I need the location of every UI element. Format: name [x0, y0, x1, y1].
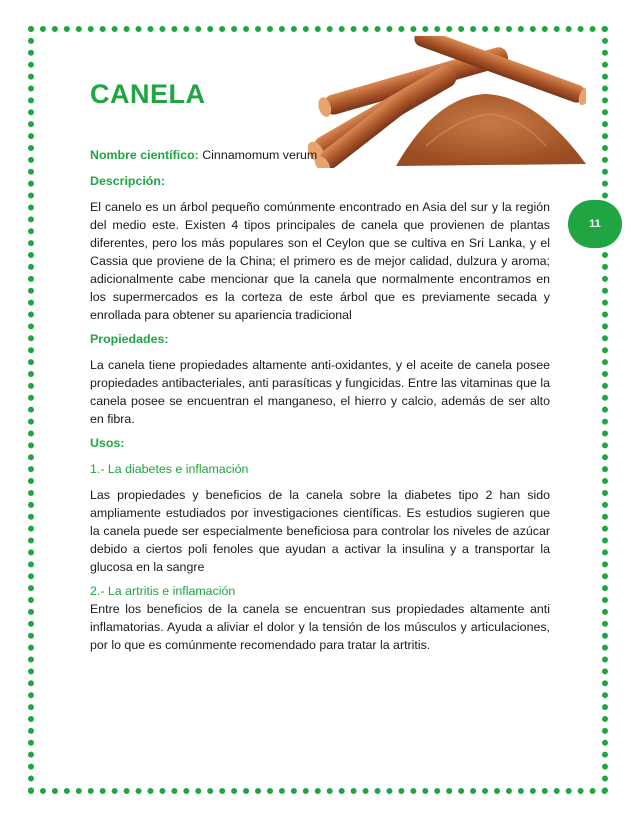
use1-title: 1.- La diabetes e inflamación — [90, 462, 249, 476]
article-content — [90, 78, 550, 660]
use2-text: Entre los beneficios de la canela se encuentran sus propiedades altamente anti inflamatorias. Ayuda a aliviar el dolor y la tensión de los músculos y articulaciones, por lo que es comúnmente recomendado para tratar la artritis. — [90, 602, 550, 652]
uses-heading: Usos: — [90, 436, 125, 450]
scientific-name-label: Nombre científico: — [90, 148, 199, 162]
scientific-name-value: Cinnamomum verum — [202, 148, 318, 162]
use1-text: Las propiedades y beneficios de la canela sobre la diabetes tipo 2 han sido ampliamente estudiados por investigaciones científicas. Es estudios sugieren que la canela puede ser especialmente beneficiosa para controlar los niveles de azúcar debido a ciertos poli fenoles que ayudan a activar la insulina y a transportar la glucosa en la sangre — [90, 488, 550, 574]
scientific-name-line — [90, 146, 550, 164]
page-number-badge: 11 — [568, 200, 622, 248]
properties-heading: Propiedades: — [90, 332, 169, 346]
use2-title: 2.- La artritis e inflamación — [90, 584, 236, 598]
properties-text: La canela tiene propiedades altamente anti-oxidantes, y el aceite de canela posee propiedades antibacteriales, anti parasíticas y fungicidas. Entre las vitaminas que la canela posee se encuentran el manganeso, el hierro y calcio, además de ser alto en fibra. — [90, 358, 550, 426]
page-title: CANELA — [90, 79, 206, 109]
description-heading: Descripción: — [90, 174, 166, 188]
description-text: El canelo es un árbol pequeño comúnmente encontrado en Asia del sur y la región del medio este. Existen 4 tipos principales de canela que provienen de plantas diferentes, pero los más populares son el Ceylon que se cultiva en Sri Lanka, y el Cassia que proviene de la China; el primero es de mejor calidad, dulzura y aroma; adicionalmente cabe mencionar que la canela que normalmente encontramos en los supermercados es la corteza de este árbol que es previamente secada y enrollada para obtener su apariencia tradicional — [90, 200, 550, 322]
